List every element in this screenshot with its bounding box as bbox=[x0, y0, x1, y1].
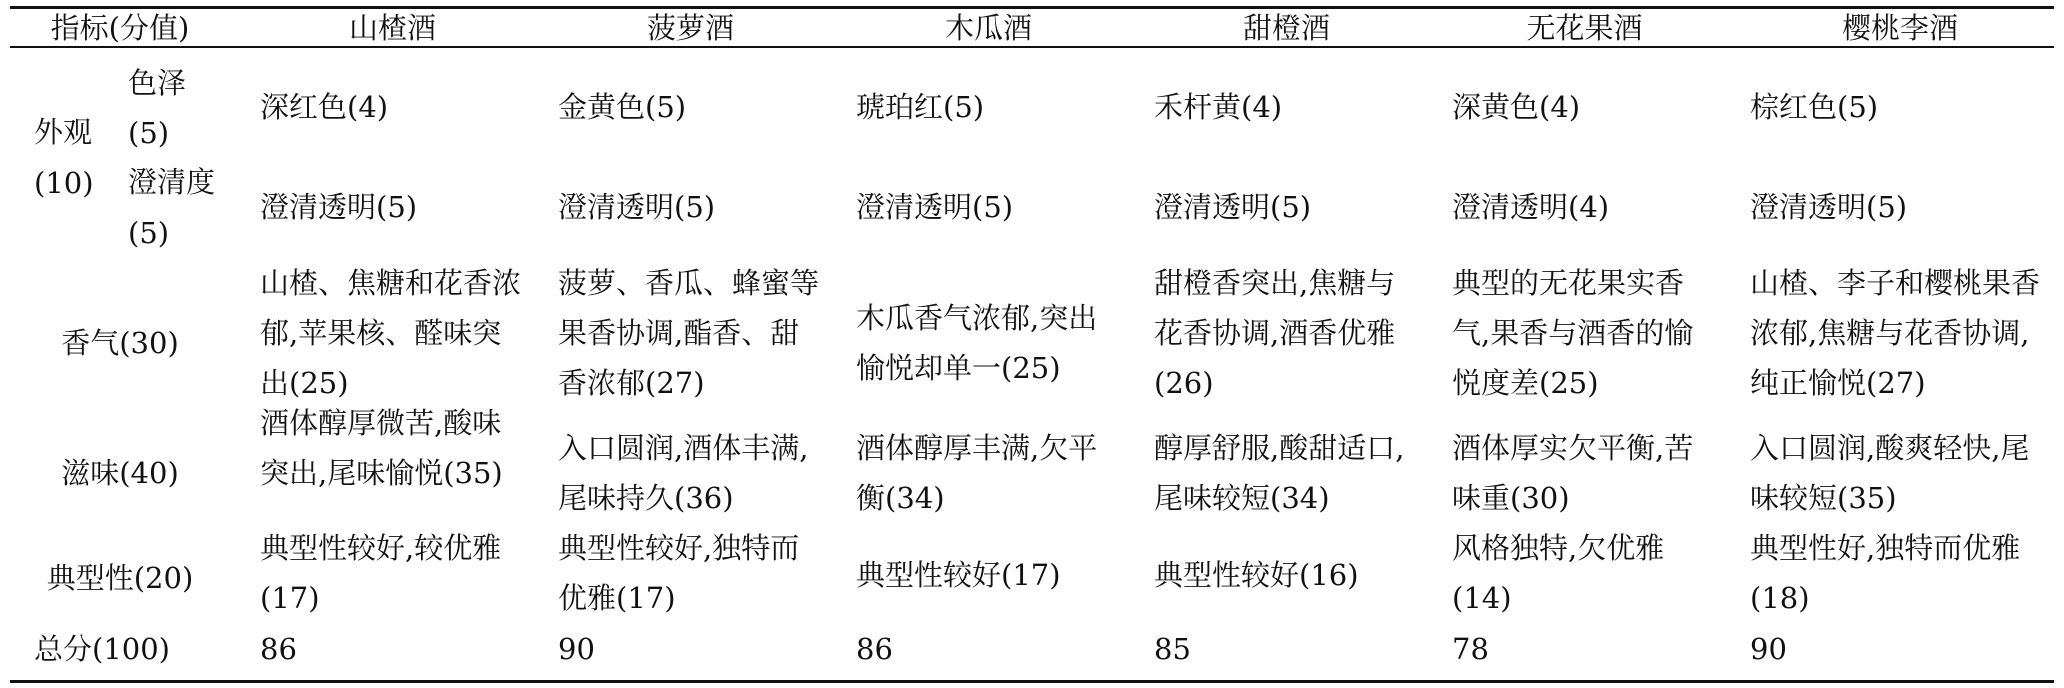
taste-value: 酒体厚实欠平衡,苦味重(30) bbox=[1452, 431, 1694, 515]
typicality-value: 风格独特,欠优雅(14) bbox=[1452, 531, 1665, 615]
color-value: 棕红色(5) bbox=[1750, 90, 1879, 124]
total-value: 78 bbox=[1452, 632, 1489, 666]
clarity-label: 澄清度 bbox=[128, 165, 216, 199]
total-value: 85 bbox=[1154, 632, 1191, 666]
color-value: 琥珀红(5) bbox=[856, 90, 985, 124]
typicality-value: 典型性较好,较优雅(17) bbox=[260, 531, 502, 615]
header-orange: 甜橙酒 bbox=[1242, 11, 1330, 45]
typicality-value: 典型性较好(17) bbox=[856, 558, 1061, 592]
aroma-value: 甜橙香突出,焦糖与花香协调,酒香优雅(26) bbox=[1154, 266, 1396, 400]
taste-value: 醇厚舒服,酸甜适口,尾味较短(34) bbox=[1154, 431, 1405, 515]
aroma-value: 山楂、焦糖和花香浓郁,苹果核、醛味突出(25) bbox=[260, 266, 522, 400]
taste-value: 酒体醇厚微苦,酸味突出,尾味愉悦(35) bbox=[260, 406, 503, 490]
color-value: 深红色(4) bbox=[260, 90, 389, 124]
color-value: 深黄色(4) bbox=[1452, 90, 1581, 124]
header-hawthorn: 山楂酒 bbox=[348, 11, 436, 45]
color-value: 金黄色(5) bbox=[558, 90, 687, 124]
total-value: 86 bbox=[260, 632, 297, 666]
header-fig: 无花果酒 bbox=[1526, 11, 1643, 45]
typicality-label: 典型性(20) bbox=[46, 561, 194, 595]
total-value: 90 bbox=[1750, 632, 1787, 666]
table-bottom-rule bbox=[10, 680, 2054, 683]
aroma-label: 香气(30) bbox=[61, 326, 179, 360]
clarity-value: 澄清透明(5) bbox=[1154, 190, 1312, 224]
clarity-value: 澄清透明(5) bbox=[856, 190, 1014, 224]
typicality-value: 典型性好,独特而优雅(18) bbox=[1750, 531, 2021, 615]
total-value: 90 bbox=[558, 632, 595, 666]
taste-value: 酒体醇厚丰满,欠平衡(34) bbox=[856, 431, 1098, 515]
header-pineapple: 菠萝酒 bbox=[646, 11, 734, 45]
clarity-value: 澄清透明(5) bbox=[1750, 190, 1908, 224]
typicality-value: 典型性较好,独特而优雅(17) bbox=[558, 531, 800, 615]
aroma-value: 典型的无花果实香气,果香与酒香的愉悦度差(25) bbox=[1452, 266, 1694, 400]
total-label: 总分(100) bbox=[34, 632, 170, 666]
clarity-value: 澄清透明(5) bbox=[558, 190, 716, 224]
clarity-value: 澄清透明(4) bbox=[1452, 190, 1610, 224]
clarity-value: 澄清透明(5) bbox=[260, 190, 418, 224]
aroma-value: 菠萝、香瓜、蜂蜜等果香协调,酯香、甜香浓郁(27) bbox=[558, 266, 820, 400]
taste-value: 入口圆润,酒体丰满,尾味持久(36) bbox=[558, 431, 809, 515]
color-label: 色泽 bbox=[128, 66, 187, 100]
taste-value: 入口圆润,酸爽轻快,尾味较短(35) bbox=[1750, 431, 2030, 515]
appearance-label: 外观 bbox=[34, 115, 93, 149]
taste-label: 滋味(40) bbox=[61, 456, 179, 490]
typicality-value: 典型性较好(16) bbox=[1154, 558, 1359, 592]
appearance-score: (10) bbox=[34, 166, 94, 200]
clarity-score: (5) bbox=[128, 216, 170, 250]
color-value: 禾杆黄(4) bbox=[1154, 90, 1283, 124]
color-score: (5) bbox=[128, 116, 170, 150]
aroma-value: 木瓜香气浓郁,突出愉悦却单一(25) bbox=[856, 301, 1098, 385]
header-cherry-plum: 樱桃李酒 bbox=[1841, 11, 1958, 45]
header-indicator: 指标(分值) bbox=[50, 11, 190, 45]
header-papaya: 木瓜酒 bbox=[944, 11, 1032, 45]
total-value: 86 bbox=[856, 632, 893, 666]
aroma-value: 山楂、李子和樱桃果香浓郁,焦糖与花香协调,纯正愉悦(27) bbox=[1750, 266, 2041, 400]
